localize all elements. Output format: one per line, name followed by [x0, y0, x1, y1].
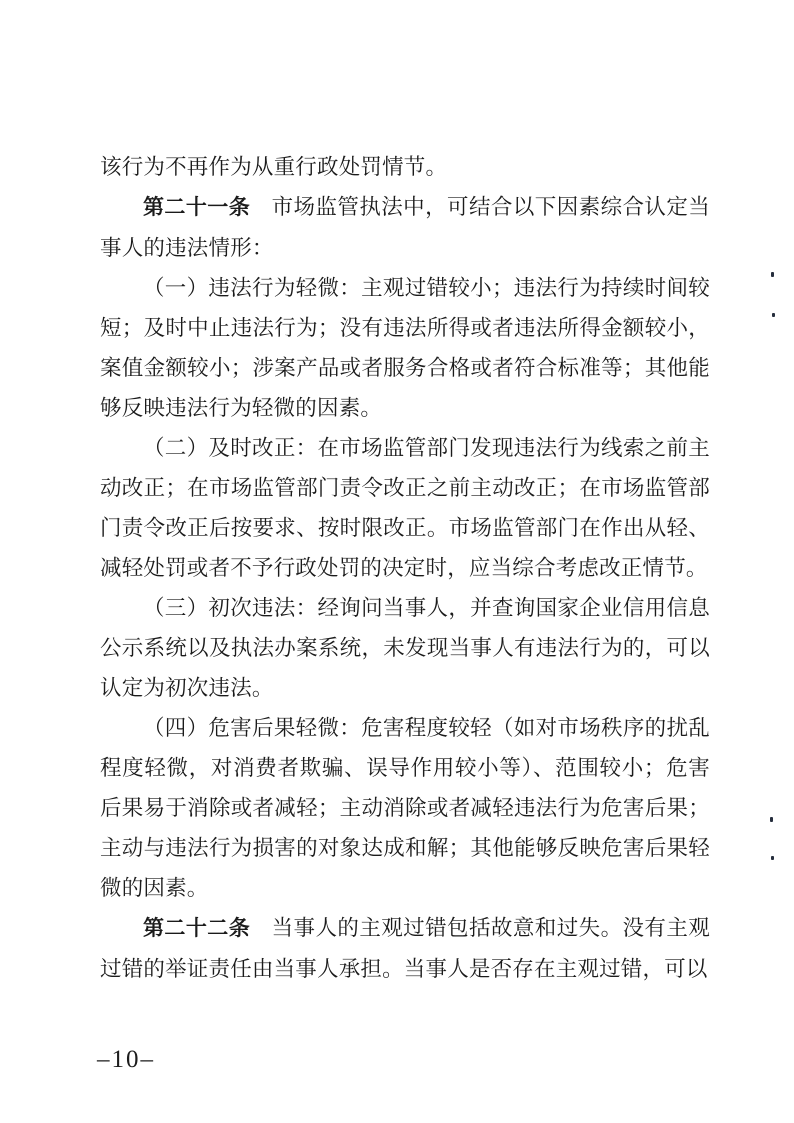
- scan-speck: [771, 856, 774, 860]
- para-text: 市场监管执法中，可结合以下因素综合认定当事人的违法情形：: [100, 195, 710, 260]
- para-item-2: [100, 428, 710, 588]
- document-body: [100, 147, 710, 989]
- para-text: （一）违法行为轻微：主观过错较小；违法行为持续时间较短；及时中止违法行为；没有违法所得或者违法所得金额较小，案值金额较小；涉案产品或者服务合格或者符合标准等；其他能够反映违法行为轻微的因素。: [100, 276, 710, 420]
- para-text: 当事人的主观过错包括故意和过失。没有主观过错的举证责任由当事人承担。当事人是否存在主观过错，可以: [100, 916, 710, 981]
- para-article-21: [100, 187, 710, 268]
- para-text: 该行为不再作为从重行政处罚情节。: [100, 155, 448, 179]
- scan-speck: [772, 313, 775, 317]
- para-text: （三）初次违法：经询问当事人，并查询国家企业信用信息公示系统以及执法办案系统，未发现当事人有违法行为的，可以认定为初次违法。: [100, 596, 710, 700]
- para-continuation: [100, 147, 710, 187]
- para-text: （四）危害后果轻微：危害程度较轻（如对市场秩序的扰乱程度轻微，对消费者欺骗、误导作用较小等）、范围较小；危害后果易于消除或者减轻；主动消除或者减轻违法行为危害后果；主动与违法行为损害的对象达成和解；其他能够反映危害后果轻微的因素。: [100, 716, 710, 900]
- para-item-1: [100, 268, 710, 428]
- para-article-22: [100, 908, 710, 989]
- para-item-4: [100, 708, 710, 908]
- page-number: –10–: [97, 1046, 155, 1073]
- article-22-term: 第二十二条: [143, 917, 272, 940]
- article-21-term: 第二十一条: [143, 196, 272, 219]
- para-item-3: [100, 588, 710, 708]
- para-text: （二）及时改正：在市场监管部门发现违法行为线索之前主动改正；在市场监管部门责令改正之前主动改正；在市场监管部门责令改正后按要求、按时限改正。市场监管部门在作出从轻、减轻处罚或者不予行政处罚的决定时，应当综合考虑改正情节。: [100, 436, 710, 580]
- scan-speck: [770, 817, 773, 822]
- scan-speck: [771, 272, 774, 277]
